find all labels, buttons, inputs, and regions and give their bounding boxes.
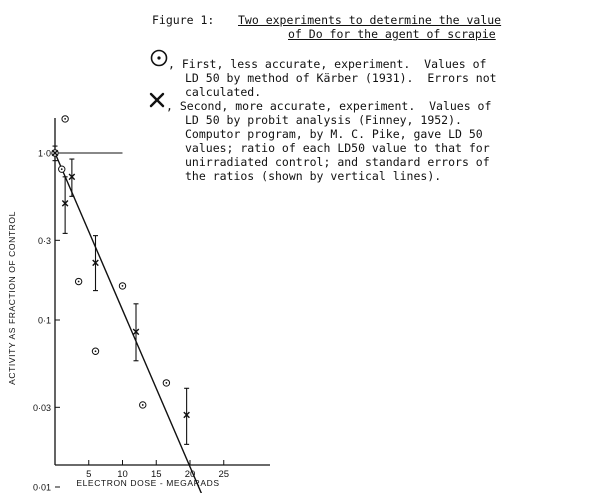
circle-dot-point xyxy=(92,348,98,354)
circle-dot-point xyxy=(140,402,146,408)
point-dot xyxy=(165,382,167,384)
y-tick-label: 0·3 xyxy=(37,235,51,246)
point-dot xyxy=(61,168,63,170)
point-dot xyxy=(95,350,97,352)
y-tick-label: 1·0 xyxy=(37,148,51,159)
error-bars xyxy=(53,146,230,493)
regression-line xyxy=(55,153,247,493)
figure-title-line1: Two experiments to determine the value xyxy=(238,13,502,27)
axis-labels xyxy=(7,211,220,488)
circle-dot-point xyxy=(59,166,65,172)
figure-label: Figure 1: xyxy=(152,13,215,27)
legend-second-line1: , Second, more accurate, experiment. Values of xyxy=(166,99,492,113)
legend-second-line3: Computor program, by M. C. Pike, gave LD 50 xyxy=(185,127,483,141)
legend-second-line6: the ratios (shown by vertical lines). xyxy=(185,169,442,183)
circle-dot-point xyxy=(119,283,125,289)
y-tick-label: 0·03 xyxy=(32,402,51,413)
y-axis-label: ACTIVITY AS FRACTION OF CONTROL xyxy=(7,211,17,385)
x-axis-label: ELECTRON DOSE - MEGARADS xyxy=(76,478,220,488)
fit-line xyxy=(55,153,247,493)
point-dot xyxy=(64,118,66,120)
legend-second-line2: LD 50 by probit analysis (Finney, 1952). xyxy=(185,113,462,127)
x-tick-label: 5 xyxy=(86,469,92,480)
point-dot xyxy=(142,404,144,406)
x-tick-label: 25 xyxy=(218,469,230,480)
point-dot xyxy=(78,281,80,283)
circle-dot-point xyxy=(163,380,169,386)
x-tick-label: 15 xyxy=(150,469,162,480)
x-tick-label: 10 xyxy=(117,469,128,480)
legend-first-line2: LD 50 by method of Kärber (1931). Errors not xyxy=(185,71,497,85)
legend-x-marker xyxy=(151,94,163,106)
legend-circle-dot-marker xyxy=(152,51,167,66)
figure-title-line2: of Do for the agent of scrapie xyxy=(288,27,496,41)
legend-second-line4: values; ratio of each LD50 value to that for xyxy=(185,141,490,155)
legend-second-line5: unirradiated control; and standard errors of xyxy=(185,155,490,169)
point-dot xyxy=(122,285,124,287)
chart-ticks xyxy=(28,149,229,493)
circle-dot-point xyxy=(75,278,81,284)
x-tick-label: 20 xyxy=(184,469,196,480)
series-second-experiment xyxy=(52,150,230,493)
circle-dot-point xyxy=(62,116,68,122)
legend-first-line3: calculated. xyxy=(185,85,262,99)
y-tick-label: 0·01 xyxy=(32,482,51,493)
legend-first-line1: , First, less accurate, experiment. Values of xyxy=(168,57,487,71)
y-tick-label: 0·1 xyxy=(37,315,51,326)
